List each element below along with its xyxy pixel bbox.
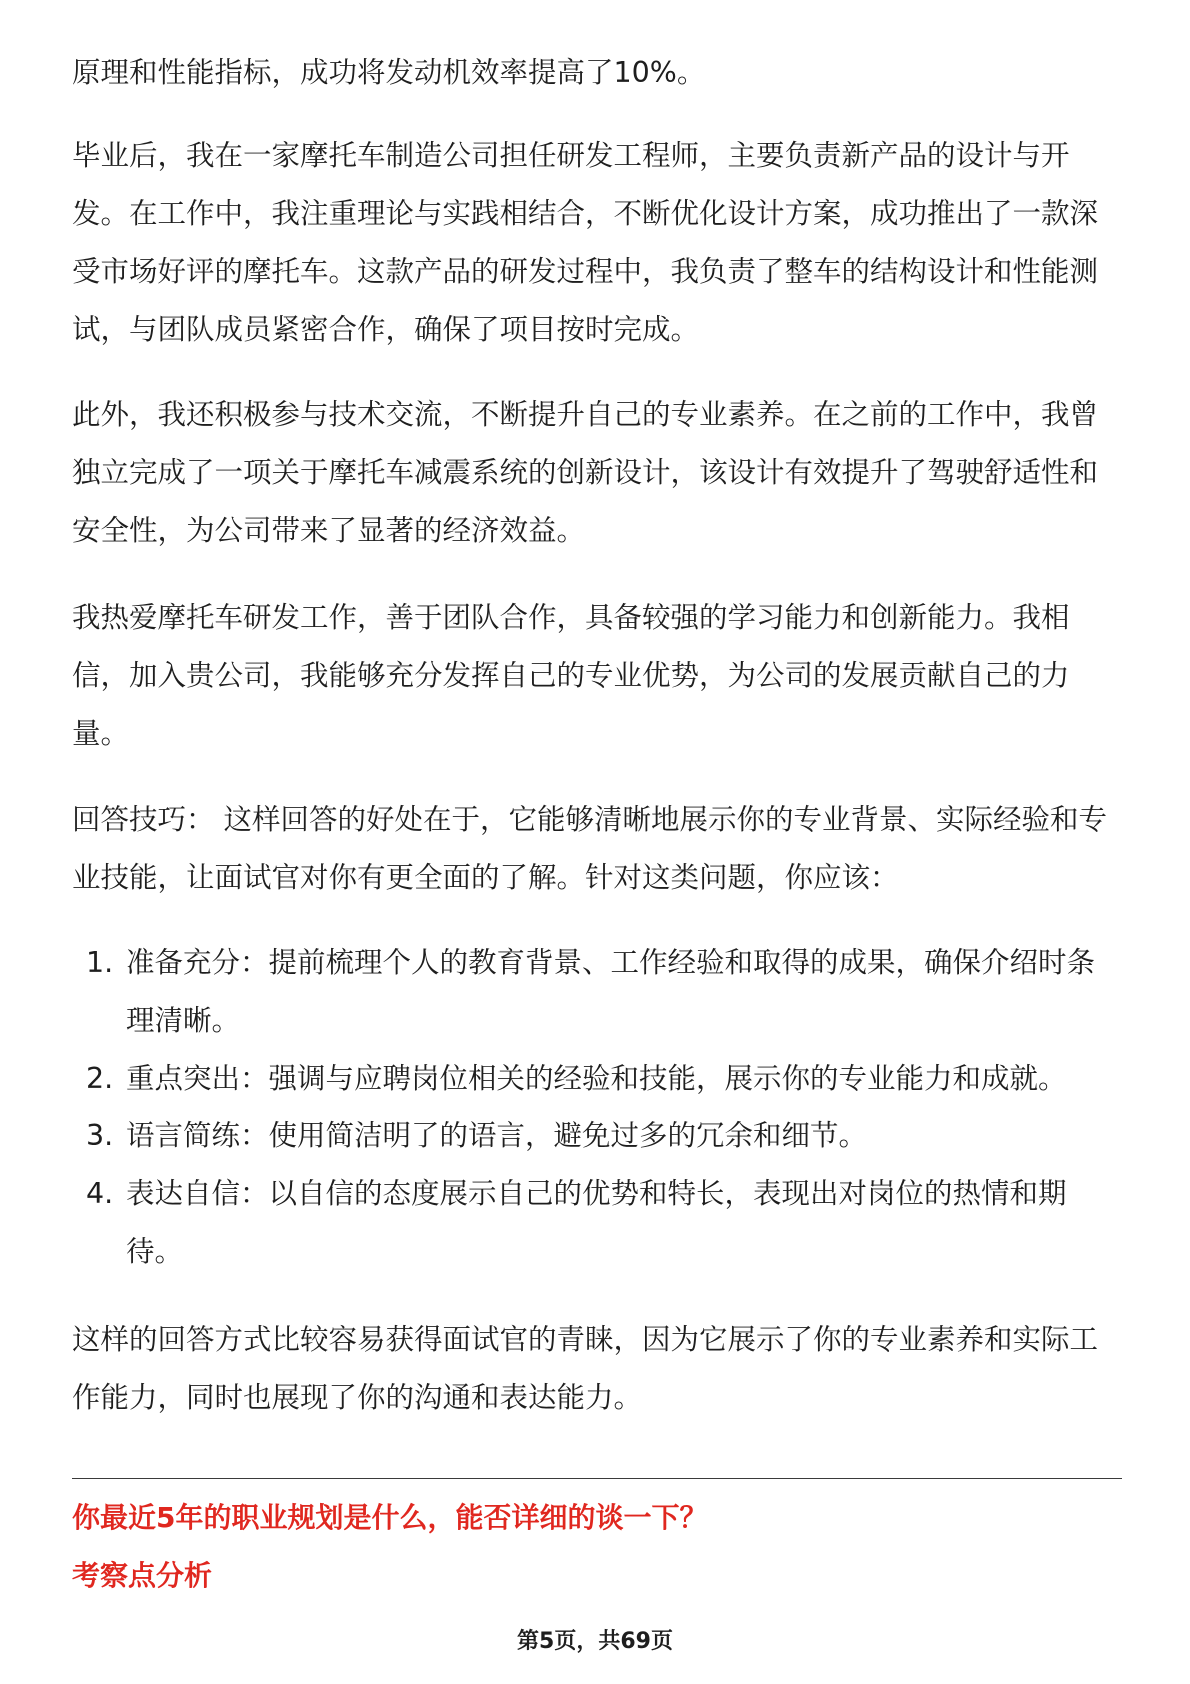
body-text-line: 此外，我还积极参与技术交流，不断提升自己的专业素养。在之前的工作中，我曾 — [72, 398, 1099, 431]
list-item-body — [126, 1050, 1150, 1108]
body-text-line: 业技能，让面试官对你有更全面的了解。针对这类问题，你应该： — [72, 861, 899, 894]
paragraph — [72, 589, 1150, 763]
section-divider — [72, 1478, 1122, 1479]
body-text-line: 原理和性能指标，成功将发动机效率提高了10%。 — [72, 56, 706, 89]
question-heading: 你最近5年的职业规划是什么，能否详细的谈一下？ — [72, 1501, 708, 1534]
list-item-body — [126, 1107, 1150, 1165]
body-text-line: 毕业后，我在一家摩托车制造公司担任研发工程师，主要负责新产品的设计与开 — [72, 139, 1070, 172]
body-text-line: 回答技巧： 这样回答的好处在于，它能够清晰地展示你的专业背景、实际经验和专 — [72, 803, 1108, 836]
body-text-line: 受市场好评的摩托车。这款产品的研发过程中，我负责了整车的结构设计和性能测 — [72, 255, 1099, 288]
page-number: 第5页，共69页 — [517, 1629, 673, 1654]
body-text-line: 语言简练：使用简洁明了的语言，避免过多的冗余和细节。 — [126, 1119, 868, 1152]
body-text-line: 信，加入贵公司，我能够充分发挥自己的专业优势，为公司的发展贡献自己的力 — [72, 659, 1070, 692]
body-text-line: 试，与团队成员紧密合作，确保了项目按时完成。 — [72, 313, 700, 346]
body-text-line: 独立完成了一项关于摩托车减震系统的创新设计，该设计有效提升了驾驶舒适性和 — [72, 456, 1099, 489]
body-text-line: 重点突出：强调与应聘岗位相关的经验和技能，展示你的专业能力和成就。 — [126, 1062, 1067, 1095]
body-text-line: 发。在工作中，我注重理论与实践相结合，不断优化设计方案，成功推出了一款深 — [72, 197, 1099, 230]
list-item-body — [126, 1165, 1150, 1281]
closing-paragraph — [72, 1311, 1150, 1427]
list-number: 3. — [86, 1119, 114, 1152]
body-text-line: 表达自信：以自信的态度展示自己的优势和特长，表现出对岗位的热情和期 — [126, 1177, 1067, 1210]
body-text-line: 作能力，同时也展现了你的沟通和表达能力。 — [72, 1381, 643, 1414]
paragraph — [72, 127, 1150, 359]
analysis-heading: 考察点分析 — [72, 1559, 213, 1592]
answer-tips-paragraph — [72, 791, 1150, 907]
paragraph — [72, 386, 1150, 560]
list-number: 2. — [86, 1062, 114, 1095]
body-text-line: 量。 — [72, 717, 130, 750]
body-text-line: 这样的回答方式比较容易获得面试官的青睐，因为它展示了你的专业素养和实际工 — [72, 1323, 1099, 1356]
paragraph — [72, 44, 1150, 102]
body-text-line: 准备充分：提前梳理个人的教育背景、工作经验和取得的成果，确保介绍时条 — [126, 946, 1096, 979]
body-text-line: 我热爱摩托车研发工作，善于团队合作，具备较强的学习能力和创新能力。我相 — [72, 601, 1070, 634]
list-item-body — [126, 934, 1150, 1050]
body-text-line: 理清晰。 — [126, 1004, 241, 1037]
list-number: 1. — [86, 946, 114, 979]
body-text-line: 待。 — [126, 1235, 184, 1268]
body-text-line: 安全性，为公司带来了显著的经济效益。 — [72, 514, 586, 547]
list-number: 4. — [86, 1177, 114, 1210]
